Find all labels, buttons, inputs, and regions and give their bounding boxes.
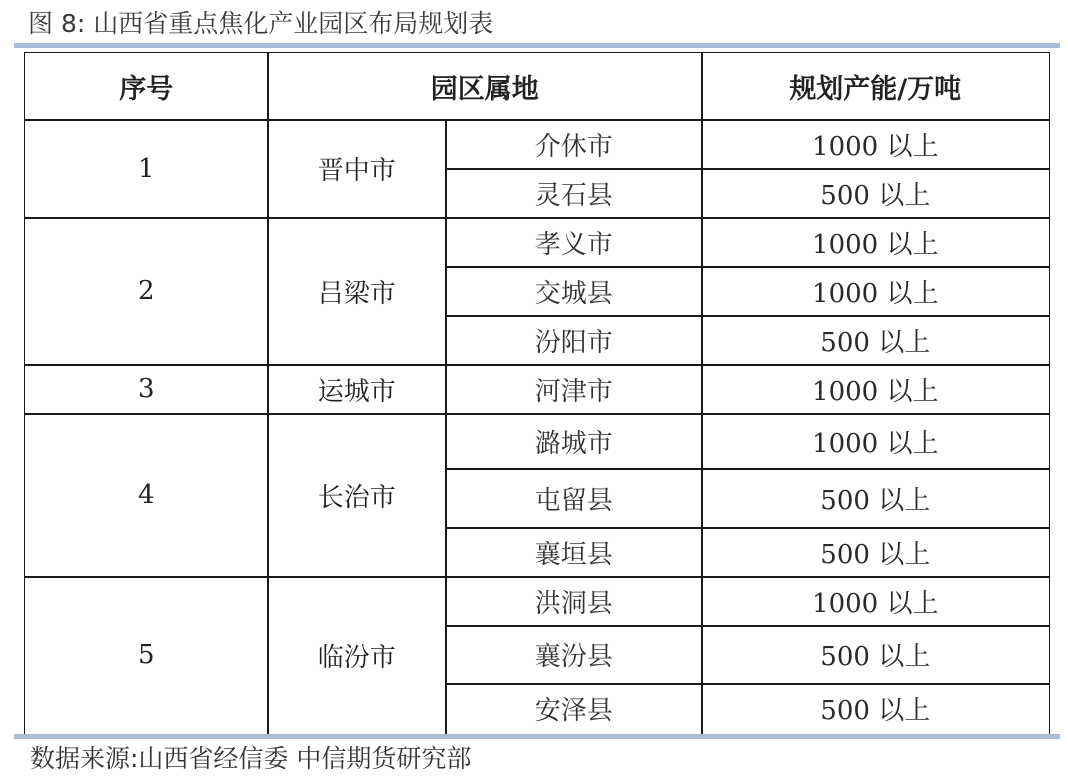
top-rule	[14, 43, 1060, 48]
header-location: 园区属地	[267, 52, 703, 121]
park-name: 河津市	[445, 364, 703, 415]
park-name: 灵石县	[445, 168, 703, 219]
park-layout-table	[24, 52, 1048, 733]
group-city: 晋中市	[267, 119, 447, 219]
park-capacity: 1000 以上	[701, 576, 1050, 627]
park-name: 屯留县	[445, 468, 703, 529]
header-capacity: 规划产能/万吨	[701, 52, 1050, 121]
park-name: 交城县	[445, 266, 703, 317]
park-name: 襄垣县	[445, 527, 703, 578]
park-capacity: 500 以上	[701, 683, 1050, 735]
group-city: 运城市	[267, 364, 447, 415]
park-capacity: 500 以上	[701, 527, 1050, 578]
group-city: 临汾市	[267, 576, 447, 735]
park-name: 汾阳市	[445, 315, 703, 366]
park-name: 潞城市	[445, 413, 703, 470]
park-capacity: 1000 以上	[701, 217, 1050, 268]
park-capacity: 500 以上	[701, 315, 1050, 366]
park-name: 介休市	[445, 119, 703, 170]
park-capacity: 500 以上	[701, 625, 1050, 685]
group-index: 5	[24, 576, 269, 735]
source-note: 数据来源:山西省经信委 中信期货研究部	[30, 744, 472, 773]
park-name: 孝义市	[445, 217, 703, 268]
park-capacity: 1000 以上	[701, 364, 1050, 415]
park-name: 襄汾县	[445, 625, 703, 685]
group-index: 3	[24, 364, 269, 415]
group-index: 2	[24, 217, 269, 366]
group-index: 1	[24, 119, 269, 219]
park-capacity: 1000 以上	[701, 413, 1050, 470]
park-capacity: 1000 以上	[701, 266, 1050, 317]
park-name: 安泽县	[445, 683, 703, 735]
park-capacity: 500 以上	[701, 468, 1050, 529]
park-name: 洪洞县	[445, 576, 703, 627]
park-capacity: 500 以上	[701, 168, 1050, 219]
header-index: 序号	[24, 52, 269, 121]
group-city: 吕梁市	[267, 217, 447, 366]
figure-title: 图 8: 山西省重点焦化产业园区布局规划表	[28, 9, 494, 38]
group-city: 长治市	[267, 413, 447, 578]
group-index: 4	[24, 413, 269, 578]
park-capacity: 1000 以上	[701, 119, 1050, 170]
bottom-rule	[14, 734, 1060, 739]
